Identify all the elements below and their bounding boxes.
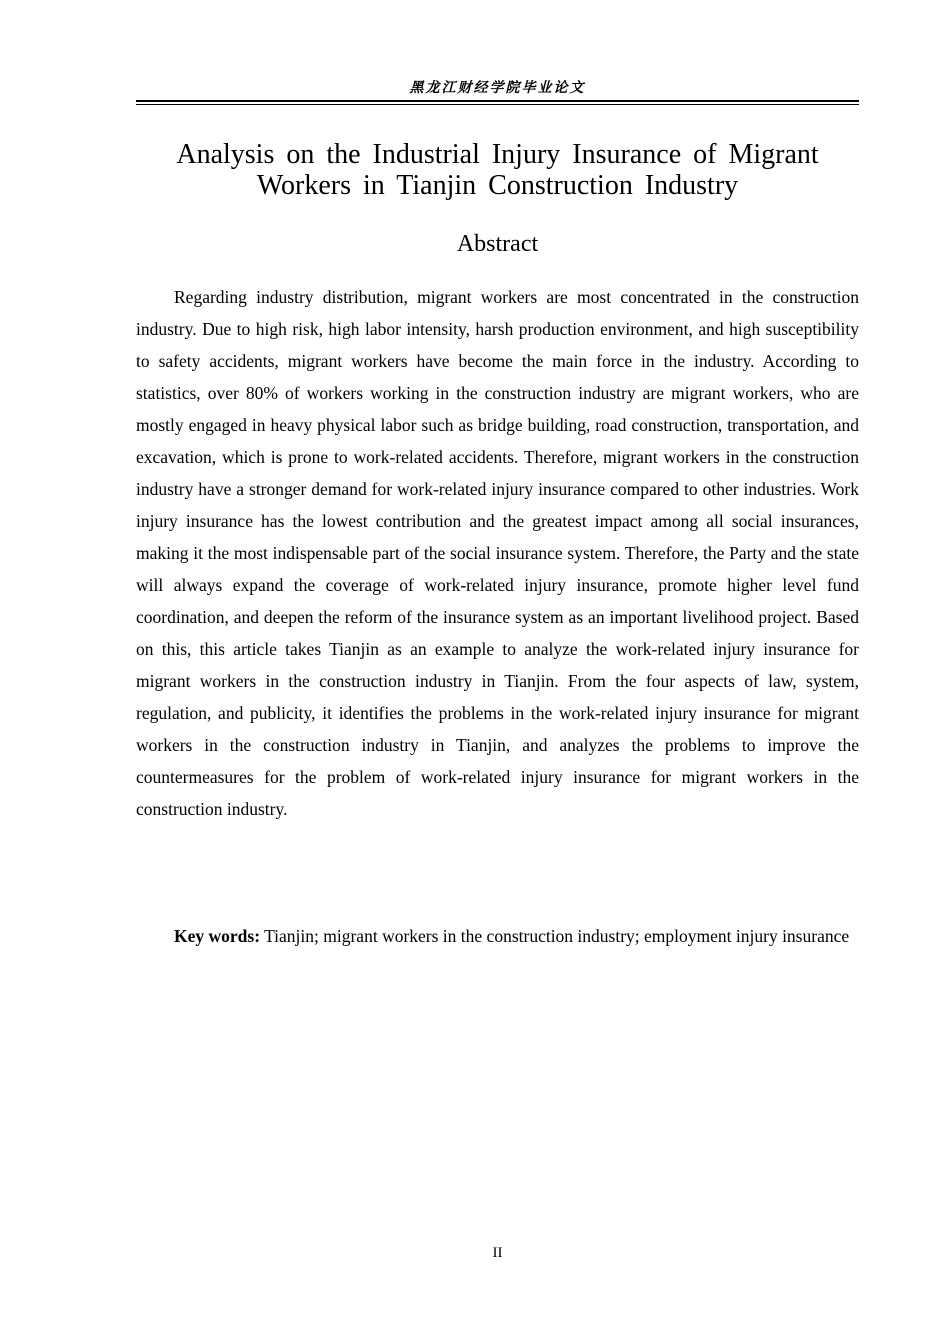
page-number: II [492, 1245, 503, 1261]
paper-title: Analysis on the Industrial Injury Insurance of Migrant Workers in Tianjin Construction Industry [176, 139, 819, 201]
abstract-heading: Abstract [456, 231, 539, 257]
keywords-label: Key words: [174, 926, 261, 946]
header-rule-thin [136, 104, 859, 105]
keywords-text: Tianjin; migrant workers in the construction industry; employment injury insurance [264, 926, 850, 946]
header-rule-thick [136, 100, 859, 102]
keywords-paragraph [136, 920, 859, 952]
running-header: 黑龙江财经学院毕业论文 [409, 80, 586, 96]
abstract-body: Regarding industry distribution, migrant workers are most concentrated in the construction industry. Due to high risk, high labor intensity, harsh production environment, and high susceptibility to safety accidents, migrant workers have become the main force in the industry. According to statistics, over 80% of workers working in the construction industry are migrant workers, who are mostly engaged in heavy physical labor such as bridge building, road construction, transportation, and excavation, which is prone to work-related accidents. Therefore, migrant workers in the construction industry have a stronger demand for work-related injury insurance compared to other industries. Work injury insurance has the lowest contribution and the greatest impact among all social insurances, making it the most indispensable part of the social insurance system. Therefore, the Party and the state will always expand the coverage of work-related injury insurance, promote higher level fund coordination, and deepen the reform of the insurance system as an important livelihood project. Based on this, this article takes Tianjin as an example to analyze the work-related injury insurance for migrant workers in the construction industry in Tianjin. From the four aspects of law, system, regulation, and publicity, it identifies the problems in the work-related injury insurance for migrant workers in the construction industry in Tianjin, and analyzes the problems to improve the countermeasures for the problem of work-related injury insurance for migrant workers in the construction industry. [136, 287, 859, 819]
